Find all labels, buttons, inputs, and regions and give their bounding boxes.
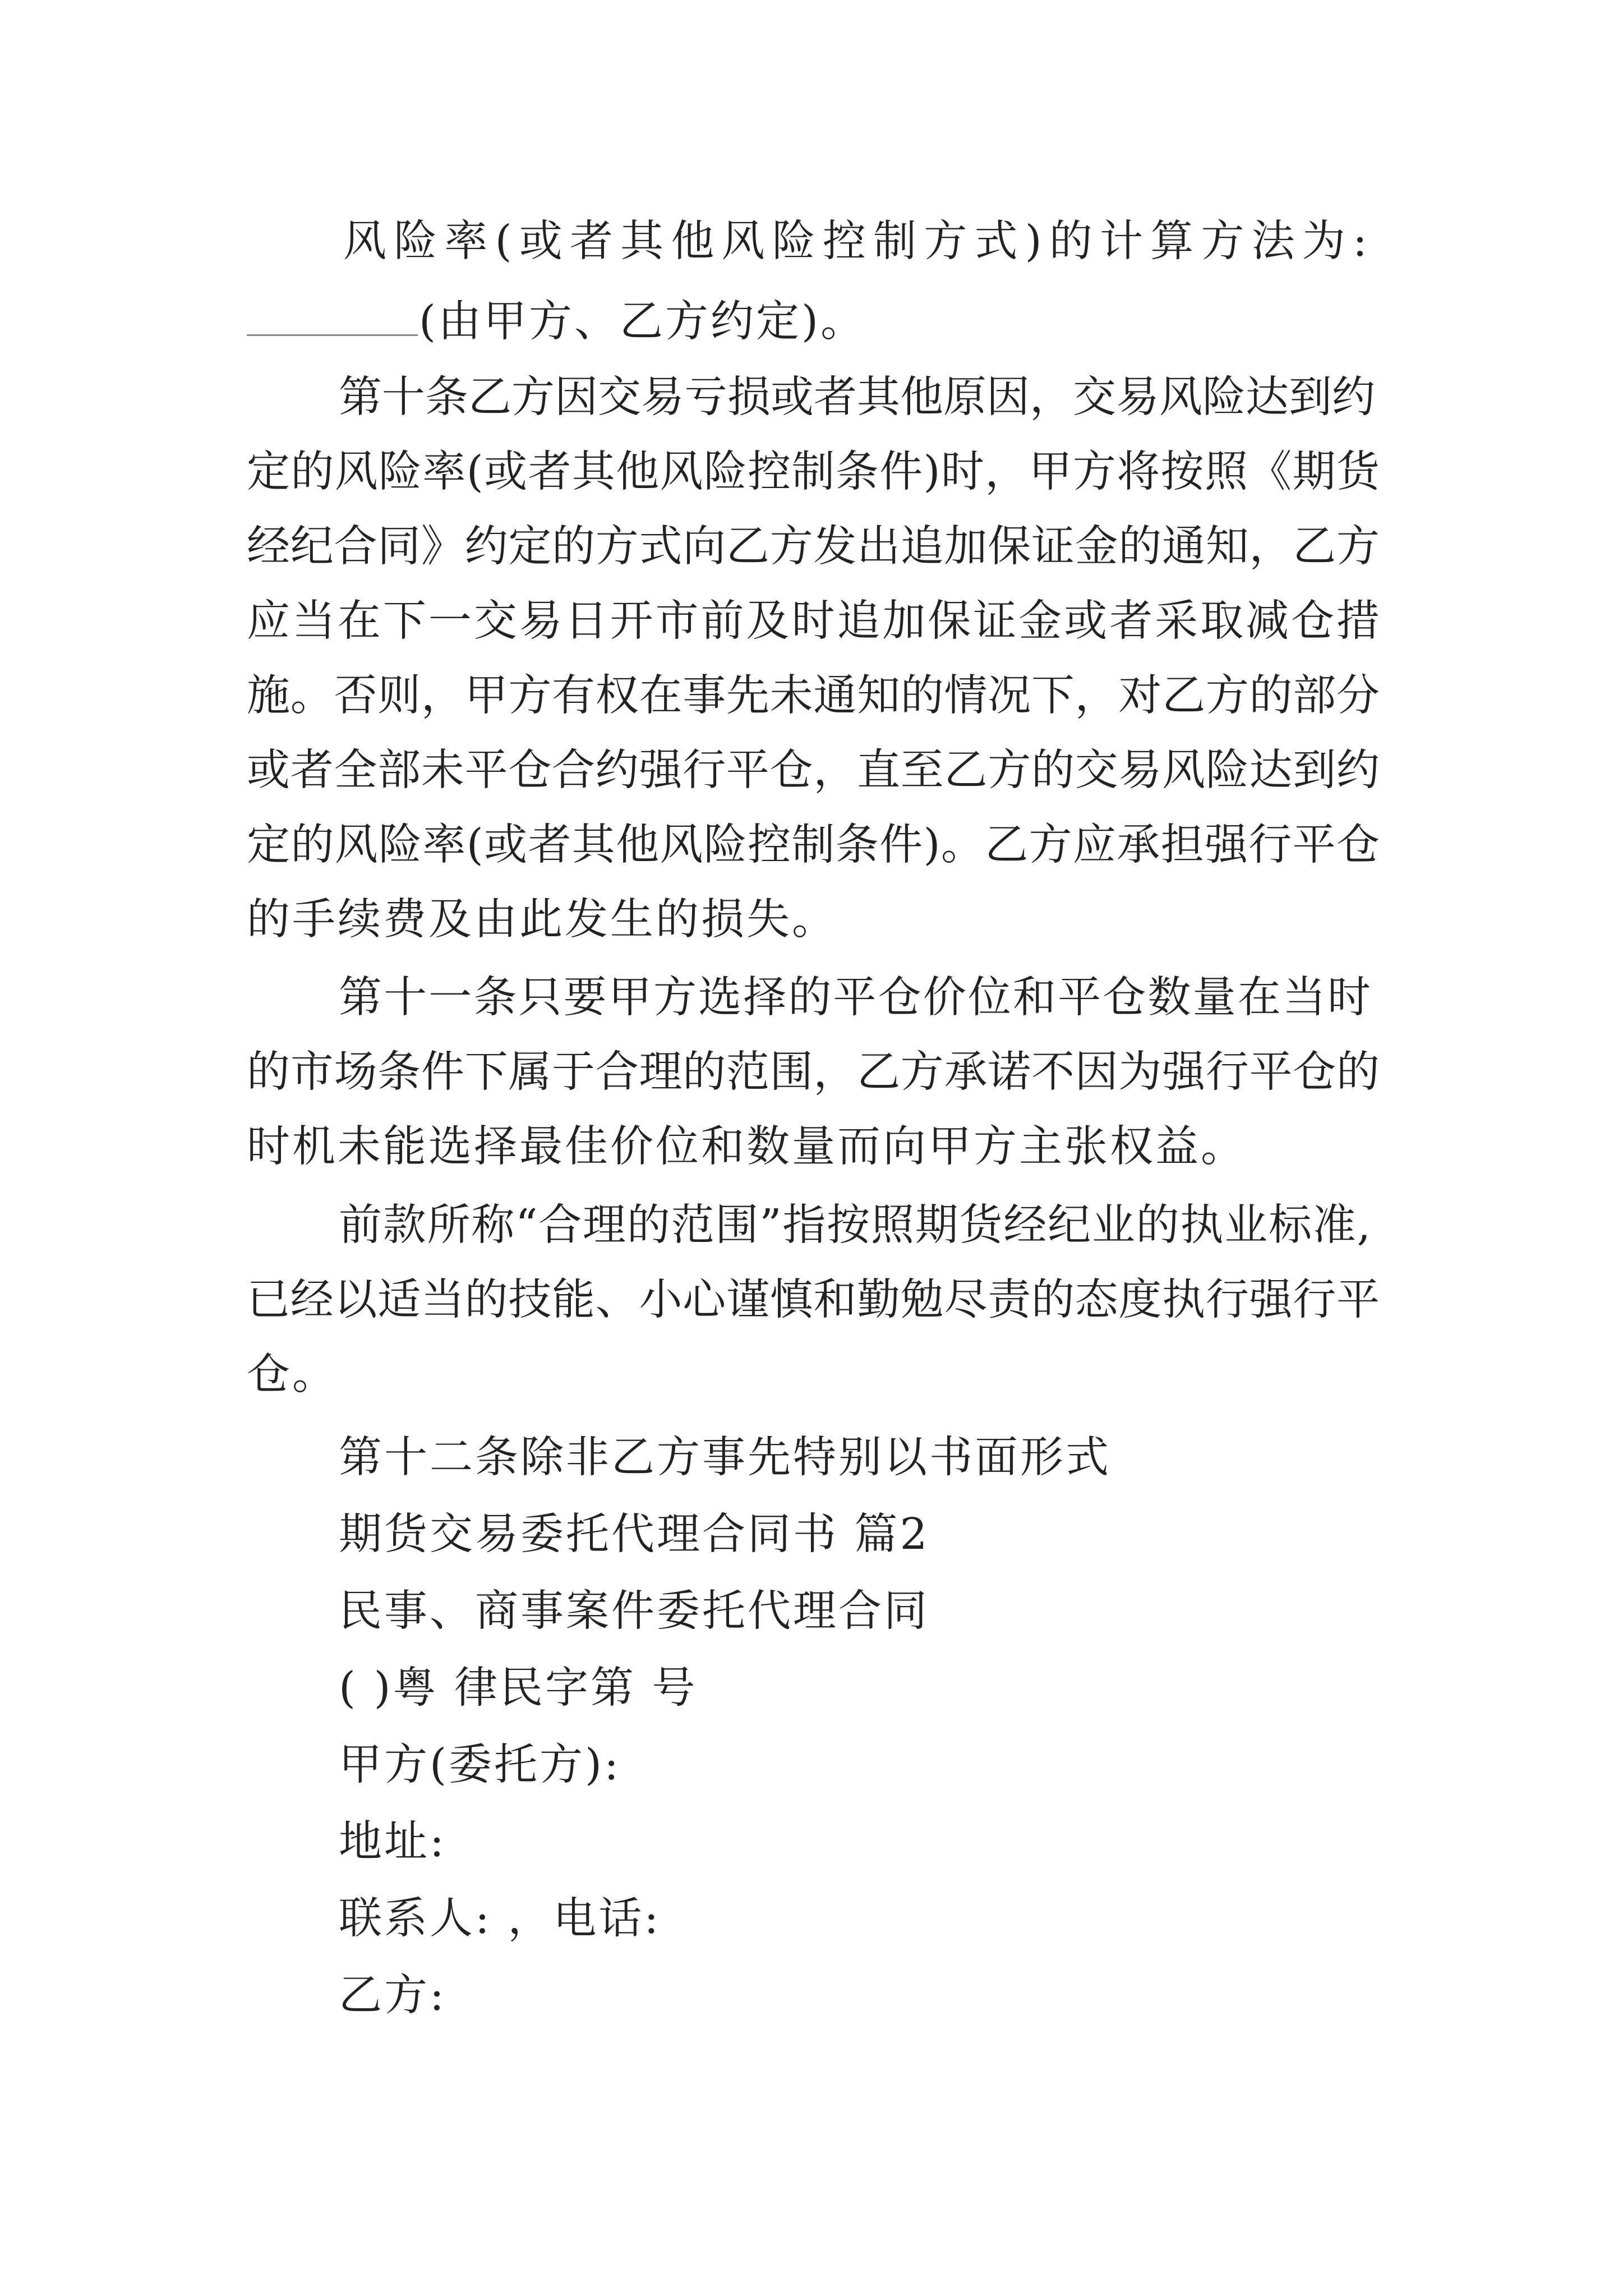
article-10-line-6: 或者全部未平仓合约强行平仓，直至乙方的交易风险达到约	[247, 746, 1380, 795]
reasonable-range-line-2: 已经以适当的技能、小心谨慎和勤勉尽责的态度执行强行平	[247, 1275, 1380, 1325]
party-a-label: 甲方(委托方):	[339, 1740, 621, 1790]
reasonable-range-line-1: 前款所称“合理的范围”指按照期货经纪业的执业标准,	[339, 1200, 1371, 1250]
fill-in-blank	[247, 301, 418, 336]
article-10-line-2: 定的风险率(或者其他风险控制条件)时，甲方将按照《期货	[247, 447, 1380, 497]
article-10-line-8: 的手续费及由此发生的损失。	[247, 895, 837, 945]
contract-title: 民事、商事案件委托代理合同	[339, 1586, 929, 1636]
contact-phone-label: 联系人: ，电话:	[339, 1894, 661, 1944]
risk-rate-agreement-line	[247, 297, 866, 347]
article-10-line-7: 定的风险率(或者其他风险控制条件)。乙方应承担强行平仓	[247, 820, 1380, 870]
article-11-line-2: 的市场条件下属于合理的范围，乙方承诺不因为强行平仓的	[247, 1047, 1380, 1097]
article-10-line-5: 施。否则，甲方有权在事先未通知的情况下，对乙方的部分	[247, 671, 1380, 721]
section-heading-part-2: 期货交易委托代理合同书 篇2	[339, 1510, 930, 1559]
article-10-line-3: 经纪合同》约定的方式向乙方发出追加保证金的通知，乙方	[247, 522, 1380, 572]
risk-rate-line: 风险率(或者其他风险控制方式)的计算方法为:	[343, 217, 1367, 266]
article-10-line-1: 第十条乙方因交易亏损或者其他原因，交易风险达到约	[339, 372, 1375, 422]
article-11-line-1: 第十一条只要甲方选择的平仓价位和平仓数量在当时	[339, 973, 1371, 1023]
contract-number: ( )粤 律民字第 号	[339, 1663, 698, 1713]
address-label: 地址:	[339, 1817, 446, 1867]
article-11-line-3: 时机未能选择最佳价位和数量而向甲方主张权益。	[247, 1122, 1246, 1172]
article-10-line-4: 应当在下一交易日开市前及时追加保证金或者采取减仓措	[247, 596, 1380, 646]
agreement-suffix: (由甲方、乙方约定)。	[419, 297, 866, 347]
reasonable-range-line-3: 仓。	[247, 1350, 338, 1400]
party-b-label: 乙方:	[339, 1971, 446, 2021]
article-12-line: 第十二条除非乙方事先特别以书面形式	[339, 1433, 1111, 1483]
